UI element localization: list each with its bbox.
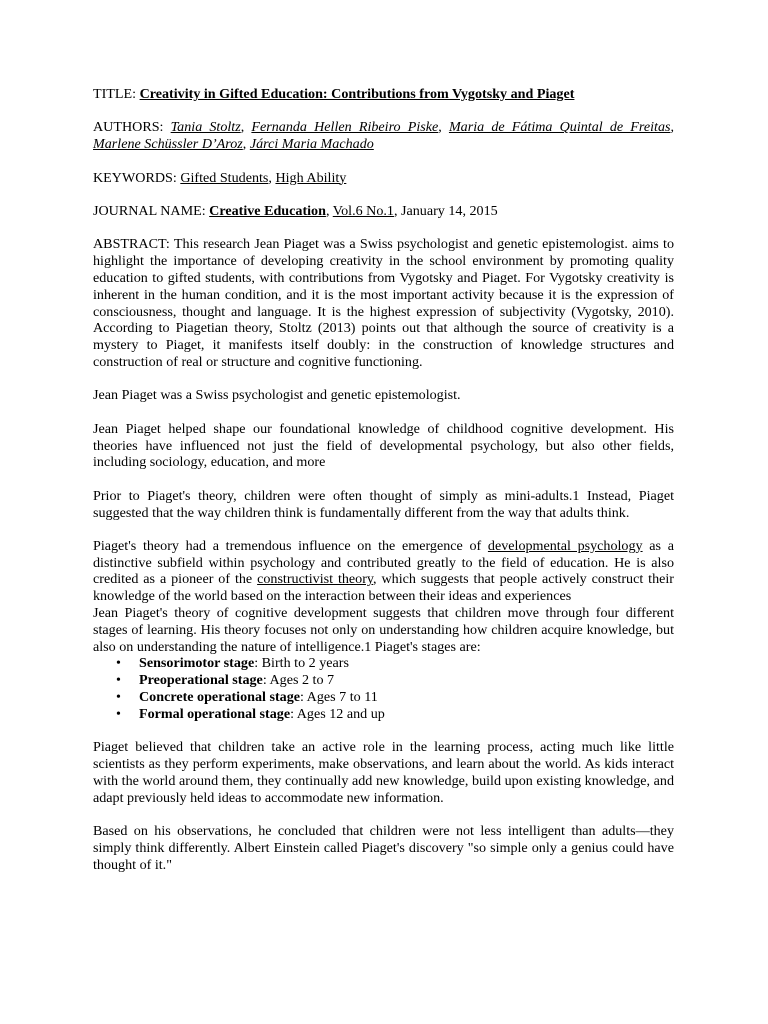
author-link[interactable]: Maria de Fátima Quintal de Freitas <box>448 119 671 136</box>
body-paragraph-6: Piaget believed that children take an active role in the learning process, acting much like little scientists as they perform experiments, make observations, and learn about the world. As kids interact with the world around them, they continually add new knowledge, build upon existing knowledge, and adapt previously held ideas to accommodate new information. <box>93 739 674 806</box>
author-link[interactable]: Marlene Schüssler D’Aroz <box>93 136 243 153</box>
abstract-text: This research Jean Piaget was a Swiss psychologist and genetic epistemologist. aims to highlight the importance of developing creativity in the school environment by promoting quality education to gifted students, with contributions from Vygotsky and Piaget. For Vygotsky creativity is inherent in the human condition, and it is the most important activity because it is the expression of consciousness, thought and language. It is the highest expression of subjectivity (Vygotsky, 2010). According to Piagetian theory, Stoltz (2013) points out that although the source of creativity is a mystery to Piaget, it manifests itself doubly: in the construction of knowledge structures and construction of real or structure and cognitive functioning. <box>93 236 674 370</box>
journal-label: JOURNAL NAME: <box>93 202 206 219</box>
list-item <box>116 655 674 672</box>
bullet: • <box>116 672 121 689</box>
author-link[interactable]: Tania Stoltz <box>170 119 241 136</box>
developmental-psychology-link[interactable]: developmental psychology <box>487 537 643 554</box>
stage-desc: : Ages 7 to 11 <box>300 689 378 706</box>
title-line <box>93 86 674 103</box>
keywords-label: KEYWORDS: <box>93 169 177 186</box>
stage-name: Preoperational stage <box>139 672 263 689</box>
stage-name: Concrete operational stage <box>139 689 300 706</box>
body-paragraph-1: Jean Piaget was a Swiss psychologist and genetic epistemologist. <box>93 387 461 404</box>
journal-volume-link[interactable]: Vol.6 No.1 <box>332 202 394 219</box>
keyword-link[interactable]: Gifted Students <box>180 169 269 186</box>
constructivist-theory-link[interactable]: constructivist theory <box>257 571 374 588</box>
authors-line: AUTHORS: Tania Stoltz, Fernanda Hellen Ribeiro Piske, Maria de Fátima Quintal de Freitas, Marlene Schüssler D’Aroz, Járci Maria Machado <box>93 119 675 153</box>
author-link[interactable]: Járci Maria Machado <box>249 136 374 153</box>
body-paragraph-7: Based on his observations, he concluded that children were not less intelligent than adults—they simply think differently. Albert Einstein called Piaget's discovery "so simple only a genius could have thought of it." <box>93 823 674 873</box>
body-paragraph-5: Jean Piaget's theory of cognitive development suggests that children move through four different stages of learning. His theory focuses not only on understanding how children acquire knowledge, but also on understanding the nature of intelligence.1 Piaget's stages are: <box>93 605 674 655</box>
keyword-link[interactable]: High Ability <box>275 169 347 186</box>
stage-name: Formal operational stage <box>139 705 291 722</box>
body-paragraph-2: Jean Piaget helped shape our foundational knowledge of childhood cognitive development. His theories have influenced not just the field of developmental psychology, but also other fields, including sociology, education, and more <box>93 420 674 471</box>
body-paragraph-4 <box>93 538 674 605</box>
bullet: • <box>116 655 121 672</box>
title-link[interactable]: Creativity in Gifted Education: Contributions from Vygotsky and Piaget <box>139 86 575 102</box>
body-paragraph-3: Prior to Piaget's theory, children were often thought of simply as mini-adults.1 Instead, Piaget suggested that the way children think is fundamentally different from the way that adults think. <box>93 487 674 521</box>
stage-desc: : Ages 2 to 7 <box>262 672 335 689</box>
abstract-paragraph <box>93 236 674 370</box>
journal-date: January 14, 2015 <box>401 202 498 219</box>
journal-line: JOURNAL NAME: Creative Education, Vol.6 No.1, January 14, 2015 <box>93 202 498 219</box>
stages-list <box>93 655 674 722</box>
journal-name-link[interactable]: Creative Education <box>209 202 326 219</box>
list-item <box>116 672 674 689</box>
p4-text-3: , which suggests that people actively construct their knowledge of the world based on the interaction between their ideas and experiences <box>93 571 674 605</box>
stage-desc: : Birth to 2 years <box>254 655 349 672</box>
p4-text-2: as a distinctive subfield within psychology and contributed greatly to the field of education. He is also credited as a pioneer of the <box>93 537 674 588</box>
title-label: TITLE: <box>93 86 137 102</box>
abstract-label: ABSTRACT: <box>93 236 170 253</box>
p4-text-1: Piaget's theory had a tremendous influence on the emergence of <box>93 537 488 554</box>
list-item <box>116 705 674 723</box>
stage-desc: : Ages 12 and up <box>290 705 385 722</box>
stage-name: Sensorimotor stage <box>139 655 255 672</box>
keywords-line: KEYWORDS: Gifted Students, High Ability <box>93 169 347 186</box>
author-link[interactable]: Fernanda Hellen Ribeiro Piske <box>251 119 439 136</box>
bullet: • <box>116 705 121 722</box>
list-item <box>116 689 674 706</box>
bullet: • <box>116 689 121 706</box>
authors-label: AUTHORS: <box>93 119 164 136</box>
